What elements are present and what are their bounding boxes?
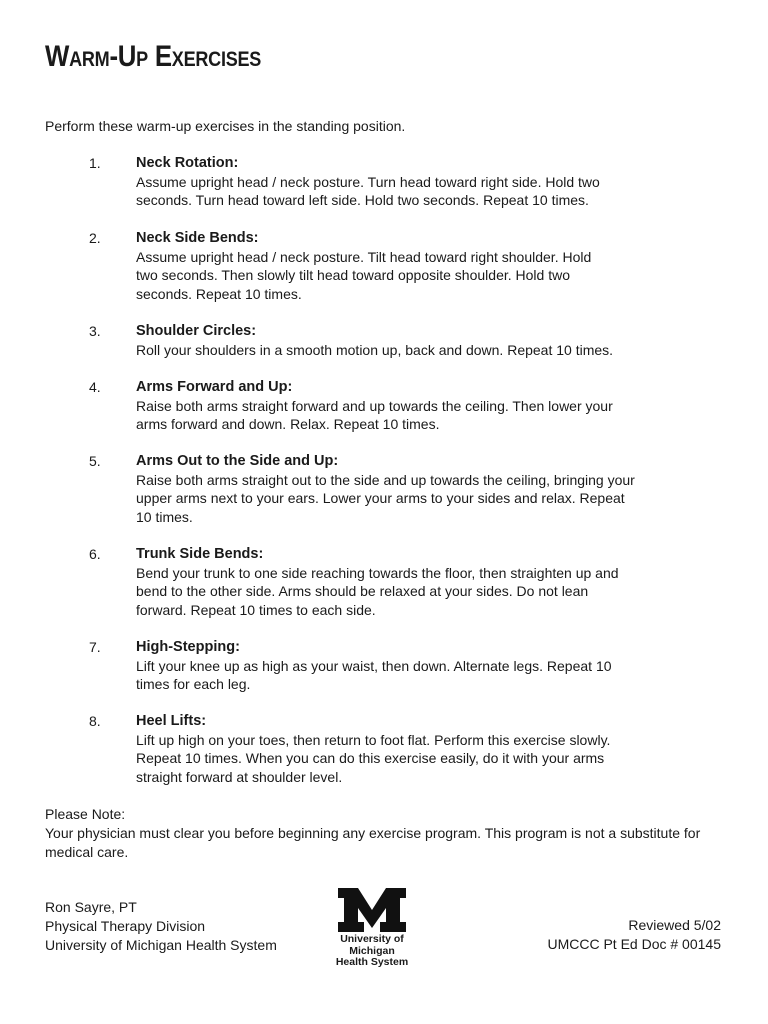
note-line: medical care. <box>45 843 129 860</box>
document-id: UMCCC Pt Ed Doc # 00145 <box>547 936 721 952</box>
exercise-number: 5. <box>89 453 101 469</box>
exercise-number: 2. <box>89 230 101 246</box>
exercise-description-line: bend to the other side. Arms should be relaxed at your sides. Do not lean <box>136 583 589 600</box>
exercise-number: 6. <box>89 546 101 562</box>
exercise-body <box>136 229 636 303</box>
exercise-description-line: times for each leg. <box>136 676 251 693</box>
exercise-body <box>136 545 636 619</box>
page-title: Warm-Up Exercises <box>45 40 262 73</box>
exercise-body <box>136 712 636 786</box>
exercise-number: 7. <box>89 639 101 655</box>
note-heading: Please Note: <box>45 806 126 822</box>
exercise-description-line: arms forward and down. Relax. Repeat 10 times. <box>136 416 440 433</box>
exercise-body <box>136 638 636 694</box>
exercise-description-line: upper arms next to your ears. Lower your arms to your sides and relax. Repeat <box>136 490 625 507</box>
exercise-number: 8. <box>89 713 101 729</box>
block-m-logo-icon <box>336 886 408 934</box>
exercise-description-line: 10 times. <box>136 508 193 525</box>
exercise-body <box>136 322 636 359</box>
exercise-title: Neck Side Bends: <box>136 230 259 246</box>
review-block <box>547 916 721 954</box>
exercise-body <box>136 378 636 434</box>
exercise-description-line: Assume upright head / neck posture. Tilt head toward right shoulder. Hold <box>136 248 592 265</box>
exercise-number: 1. <box>89 155 101 171</box>
exercise-title: High-Stepping: <box>136 639 240 655</box>
author-organization: University of Michigan Health System <box>45 937 277 953</box>
exercise-description-line: Bend your trunk to one side reaching towards the floor, then straighten up and <box>136 564 619 581</box>
note-line: Your physician must clear you before beginning any exercise program. This program is not a substitute for <box>45 824 701 841</box>
reviewed-date: Reviewed 5/02 <box>628 917 721 933</box>
exercise-body <box>136 452 636 526</box>
author-block <box>45 898 277 955</box>
exercise-description-line: two seconds. Then slowly tilt head toward opposite shoulder. Hold two <box>136 267 570 284</box>
exercise-description-line: seconds. Repeat 10 times. <box>136 285 302 302</box>
exercise-description-line: Raise both arms straight out to the side and up towards the ceiling, bringing your <box>136 471 635 488</box>
university-logo <box>318 886 426 969</box>
exercise-number: 4. <box>89 379 101 395</box>
exercise-description-line: Lift up high on your toes, then return to foot flat. Perform this exercise slowly. <box>136 731 611 748</box>
exercise-title: Shoulder Circles: <box>136 323 257 339</box>
exercise-description-line: Repeat 10 times. When you can do this exercise easily, do it with your arms <box>136 750 605 767</box>
exercise-description-line: Lift your knee up as high as your waist, then down. Alternate legs. Repeat 10 <box>136 657 612 674</box>
exercise-description-line: Assume upright head / neck posture. Turn head toward right side. Hold two <box>136 173 600 190</box>
exercise-description-line: straight forward at shoulder level. <box>136 768 343 785</box>
exercise-description-line: forward. Repeat 10 times to each side. <box>136 601 376 618</box>
exercise-number: 3. <box>89 323 101 339</box>
note-section <box>45 805 725 861</box>
exercise-title: Arms Forward and Up: <box>136 379 293 395</box>
logo-line-1: University of Michigan <box>340 933 404 957</box>
author-division: Physical Therapy Division <box>45 918 206 934</box>
exercise-title: Neck Rotation: <box>136 155 239 171</box>
exercise-title: Trunk Side Bends: <box>136 546 264 562</box>
intro-text: Perform these warm-up exercises in the standing position. <box>45 118 406 134</box>
exercise-body <box>136 154 636 210</box>
exercise-description-line: Raise both arms straight forward and up towards the ceiling. Then lower your <box>136 397 613 414</box>
exercise-title: Heel Lifts: <box>136 713 207 729</box>
exercise-description-line: seconds. Turn head toward left side. Hold two seconds. Repeat 10 times. <box>136 192 589 209</box>
exercise-title: Arms Out to the Side and Up: <box>136 453 339 469</box>
logo-line-2: Health System <box>335 956 409 968</box>
exercise-description-line: Roll your shoulders in a smooth motion up, back and down. Repeat 10 times. <box>136 341 614 358</box>
author-name: Ron Sayre, PT <box>45 899 137 915</box>
